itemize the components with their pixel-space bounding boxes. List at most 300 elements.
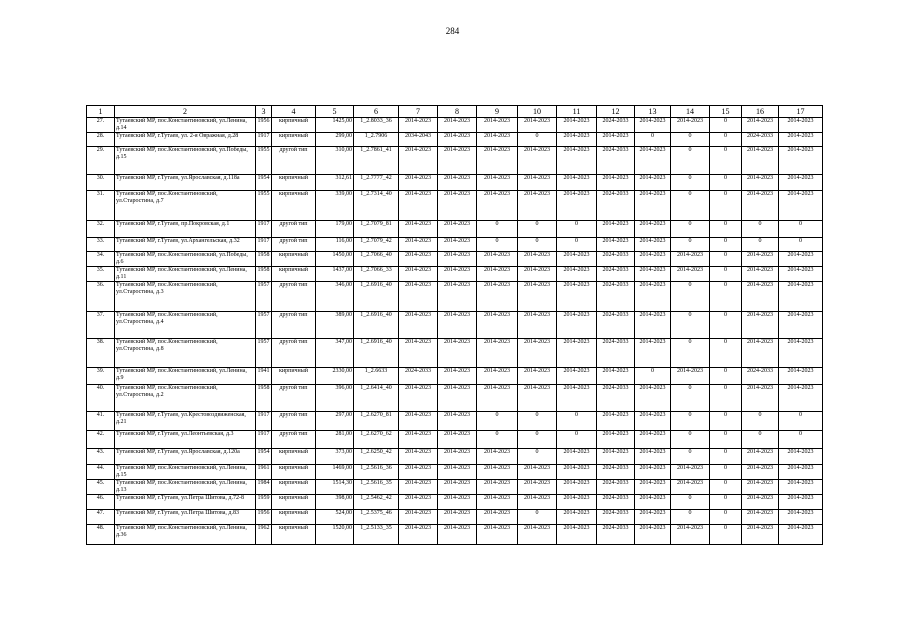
period-foundation-cell: 2014-2023 <box>477 252 518 267</box>
period-roof-cell: 2014-2023 <box>399 175 438 191</box>
period-gas-cell: 0 <box>671 191 710 221</box>
period-water-cell: 2014-2023 <box>557 449 597 465</box>
row-number-cell: 44. <box>87 465 115 480</box>
period-foundation-cell: 2014-2023 <box>477 175 518 191</box>
address-cell: Тутаевский МР, пос.Константиновский, ул.Старостина, д.3 <box>115 282 256 312</box>
period-basement-cell: 2014-2023 <box>742 175 779 191</box>
row-number-cell: 34. <box>87 252 115 267</box>
period-heating-cell: 0 <box>518 449 557 465</box>
wall-material-cell: кирпичный <box>272 449 316 465</box>
address-cell: Тутаевский МР, г.Тутаев, ул.Ярославская, д.118а <box>115 175 256 191</box>
row-number-cell: 29. <box>87 147 115 175</box>
table-row <box>87 339 823 368</box>
period-elevator-cell: 0 <box>710 191 742 221</box>
period-heating-cell: 2014-2023 <box>518 495 557 510</box>
period-elevator-cell: 0 <box>710 312 742 339</box>
table-row <box>87 495 823 510</box>
period-basement-cell: 2014-2023 <box>742 525 779 545</box>
period-heating-cell: 0 <box>518 133 557 147</box>
wall-material-cell: кирпичный <box>272 191 316 221</box>
house-code-cell: 1_2.6633 <box>354 368 399 385</box>
column-header: 10 <box>518 106 557 118</box>
period-other-cell: 2014-2023 <box>779 252 823 267</box>
period-foundation-cell: 2014-2023 <box>477 339 518 368</box>
period-foundation-cell: 2014-2023 <box>477 133 518 147</box>
wall-material-cell: кирпичный <box>272 267 316 282</box>
year-built-cell: 1955 <box>256 191 272 221</box>
period-basement-cell: 2014-2023 <box>742 312 779 339</box>
period-basement-cell: 2014-2023 <box>742 147 779 175</box>
period-gas-cell: 0 <box>671 339 710 368</box>
wall-material-cell: другой тип <box>272 238 316 252</box>
period-electric-cell: 2024-2033 <box>597 465 635 480</box>
row-number-cell: 41. <box>87 412 115 431</box>
period-other-cell: 0 <box>779 431 823 449</box>
house-code-cell: 1_2.5133_35 <box>354 525 399 545</box>
period-gas-cell: 0 <box>671 431 710 449</box>
address-cell: Тутаевский МР, г.Тутаев, ул. 2-я Овражная, д.28 <box>115 133 256 147</box>
area-cell: 312,61 <box>316 175 354 191</box>
area-cell: 1514,30 <box>316 480 354 495</box>
row-number-cell: 35. <box>87 267 115 282</box>
period-basement-cell: 2014-2023 <box>742 510 779 525</box>
table-row <box>87 312 823 339</box>
period-foundation-cell: 2014-2023 <box>477 480 518 495</box>
area-cell: 179,00 <box>316 221 354 238</box>
period-foundation-cell: 2014-2023 <box>477 147 518 175</box>
address-cell: Тутаевский МР, пос.Константиновский, ул.Ленина, д.15 <box>115 465 256 480</box>
period-electric-cell: 2014-2023 <box>597 368 635 385</box>
period-heating-cell: 2014-2023 <box>518 175 557 191</box>
column-header: 2 <box>115 106 256 118</box>
period-other-cell: 2014-2023 <box>779 465 823 480</box>
period-roof-cell: 2014-2023 <box>399 339 438 368</box>
period-gas-cell: 2014-2023 <box>671 465 710 480</box>
period-foundation-cell: 2014-2023 <box>477 449 518 465</box>
table-row <box>87 238 823 252</box>
period-sewer-cell: 2014-2023 <box>635 282 671 312</box>
period-electric-cell: 2024-2033 <box>597 480 635 495</box>
wall-material-cell: кирпичный <box>272 368 316 385</box>
period-basement-cell: 2014-2023 <box>742 267 779 282</box>
period-facade-cell: 2014-2023 <box>438 175 477 191</box>
wall-material-cell: другой тип <box>272 385 316 412</box>
column-header: 1 <box>87 106 115 118</box>
period-electric-cell: 2024-2033 <box>597 191 635 221</box>
address-cell: Тутаевский МР, г.Тутаев, ул.Петра Шитова, д.83 <box>115 510 256 525</box>
period-electric-cell: 2014-2023 <box>597 221 635 238</box>
period-elevator-cell: 0 <box>710 510 742 525</box>
period-water-cell: 2014-2023 <box>557 368 597 385</box>
period-roof-cell: 2024-2033 <box>399 368 438 385</box>
period-elevator-cell: 0 <box>710 431 742 449</box>
row-number-cell: 47. <box>87 510 115 525</box>
period-heating-cell: 2014-2023 <box>518 191 557 221</box>
period-facade-cell: 2014-2023 <box>438 412 477 431</box>
period-facade-cell: 2014-2023 <box>438 385 477 412</box>
period-water-cell: 2014-2023 <box>557 133 597 147</box>
area-cell: 1450,00 <box>316 252 354 267</box>
area-cell: 396,00 <box>316 385 354 412</box>
period-gas-cell: 0 <box>671 449 710 465</box>
address-cell: Тутаевский МР, пос.Константиновский, ул.Ленина, д.14 <box>115 118 256 133</box>
row-number-cell: 33. <box>87 238 115 252</box>
period-foundation-cell: 2014-2023 <box>477 465 518 480</box>
period-roof-cell: 2014-2023 <box>399 495 438 510</box>
row-number-cell: 28. <box>87 133 115 147</box>
period-sewer-cell: 2014-2023 <box>635 252 671 267</box>
period-heating-cell: 0 <box>518 238 557 252</box>
year-built-cell: 1962 <box>256 525 272 545</box>
period-roof-cell: 2014-2023 <box>399 191 438 221</box>
period-gas-cell: 0 <box>671 312 710 339</box>
period-foundation-cell: 0 <box>477 412 518 431</box>
table-row <box>87 431 823 449</box>
period-heating-cell: 2014-2023 <box>518 147 557 175</box>
period-roof-cell: 2014-2023 <box>399 282 438 312</box>
house-code-cell: 1_2.7906 <box>354 133 399 147</box>
period-facade-cell: 2014-2023 <box>438 282 477 312</box>
period-sewer-cell: 2014-2023 <box>635 191 671 221</box>
period-sewer-cell: 2014-2023 <box>635 510 671 525</box>
wall-material-cell: другой тип <box>272 312 316 339</box>
period-foundation-cell: 0 <box>477 431 518 449</box>
row-number-cell: 45. <box>87 480 115 495</box>
area-cell: 339,00 <box>316 191 354 221</box>
period-water-cell: 0 <box>557 221 597 238</box>
wall-material-cell: другой тип <box>272 412 316 431</box>
year-built-cell: 1941 <box>256 368 272 385</box>
table-row <box>87 525 823 545</box>
column-header: 13 <box>635 106 671 118</box>
table-row <box>87 368 823 385</box>
area-cell: 116,00 <box>316 238 354 252</box>
period-heating-cell: 0 <box>518 510 557 525</box>
period-basement-cell: 0 <box>742 221 779 238</box>
column-header: 5 <box>316 106 354 118</box>
period-roof-cell: 2014-2023 <box>399 312 438 339</box>
address-cell: Тутаевский МР, г.Тутаев, ул.Ярославская, д.120а <box>115 449 256 465</box>
period-other-cell: 2014-2023 <box>779 480 823 495</box>
period-electric-cell: 2024-2033 <box>597 252 635 267</box>
period-electric-cell: 2024-2033 <box>597 510 635 525</box>
period-heating-cell: 2014-2023 <box>518 465 557 480</box>
column-header: 15 <box>710 106 742 118</box>
period-gas-cell: 2014-2023 <box>671 267 710 282</box>
period-facade-cell: 2014-2023 <box>438 449 477 465</box>
period-basement-cell: 2014-2023 <box>742 465 779 480</box>
period-other-cell: 2014-2023 <box>779 133 823 147</box>
row-number-cell: 43. <box>87 449 115 465</box>
house-code-cell: 1_2.5616_35 <box>354 480 399 495</box>
period-elevator-cell: 0 <box>710 449 742 465</box>
period-facade-cell: 2014-2023 <box>438 191 477 221</box>
house-code-cell: 1_2.6270_62 <box>354 431 399 449</box>
year-built-cell: 1956 <box>256 118 272 133</box>
column-header: 17 <box>779 106 823 118</box>
period-elevator-cell: 0 <box>710 412 742 431</box>
period-gas-cell: 0 <box>671 412 710 431</box>
period-foundation-cell: 2014-2023 <box>477 385 518 412</box>
address-cell: Тутаевский МР, пос.Константиновский, ул.Старостина, д.8 <box>115 339 256 368</box>
period-elevator-cell: 0 <box>710 133 742 147</box>
period-heating-cell: 2014-2023 <box>518 282 557 312</box>
area-cell: 1520,00 <box>316 525 354 545</box>
period-sewer-cell: 2014-2023 <box>635 118 671 133</box>
period-roof-cell: 2014-2023 <box>399 147 438 175</box>
period-roof-cell: 2014-2023 <box>399 480 438 495</box>
address-cell: Тутаевский МР, г.Тутаев, пр.Покровская, д.1 <box>115 221 256 238</box>
period-water-cell: 2014-2023 <box>557 252 597 267</box>
address-cell: Тутаевский МР, г.Тутаев, ул.Леонтьевская, д.3 <box>115 431 256 449</box>
column-header: 14 <box>671 106 710 118</box>
table-row <box>87 449 823 465</box>
year-built-cell: 1956 <box>256 510 272 525</box>
period-basement-cell: 2014-2023 <box>742 191 779 221</box>
house-code-cell: 1_2.7066_40 <box>354 252 399 267</box>
period-water-cell: 2014-2023 <box>557 118 597 133</box>
period-elevator-cell: 0 <box>710 480 742 495</box>
period-elevator-cell: 0 <box>710 221 742 238</box>
year-built-cell: 1954 <box>256 449 272 465</box>
house-code-cell: 1_2.6270_81 <box>354 412 399 431</box>
period-heating-cell: 2014-2023 <box>518 312 557 339</box>
period-gas-cell: 2014-2023 <box>671 368 710 385</box>
area-cell: 1437,00 <box>316 267 354 282</box>
period-basement-cell: 2024-2033 <box>742 368 779 385</box>
period-other-cell: 0 <box>779 221 823 238</box>
housing-register-table <box>86 105 823 545</box>
period-basement-cell: 2024-2033 <box>742 133 779 147</box>
wall-material-cell: кирпичный <box>272 118 316 133</box>
period-sewer-cell: 0 <box>635 133 671 147</box>
period-gas-cell: 0 <box>671 175 710 191</box>
period-sewer-cell: 2014-2023 <box>635 339 671 368</box>
period-electric-cell: 2024-2033 <box>597 495 635 510</box>
period-electric-cell: 2024-2033 <box>597 282 635 312</box>
period-facade-cell: 2014-2023 <box>438 368 477 385</box>
period-other-cell: 2014-2023 <box>779 312 823 339</box>
period-roof-cell: 2014-2023 <box>399 118 438 133</box>
period-roof-cell: 2014-2023 <box>399 449 438 465</box>
wall-material-cell: кирпичный <box>272 480 316 495</box>
row-number-cell: 32. <box>87 221 115 238</box>
table-row <box>87 133 823 147</box>
period-basement-cell: 0 <box>742 238 779 252</box>
period-sewer-cell: 2014-2023 <box>635 525 671 545</box>
period-elevator-cell: 0 <box>710 147 742 175</box>
year-built-cell: 1917 <box>256 221 272 238</box>
period-water-cell: 2014-2023 <box>557 480 597 495</box>
wall-material-cell: другой тип <box>272 147 316 175</box>
period-other-cell: 2014-2023 <box>779 385 823 412</box>
period-water-cell: 2014-2023 <box>557 282 597 312</box>
period-facade-cell: 2014-2023 <box>438 480 477 495</box>
period-basement-cell: 2014-2023 <box>742 252 779 267</box>
year-built-cell: 1917 <box>256 431 272 449</box>
period-roof-cell: 2014-2023 <box>399 385 438 412</box>
year-built-cell: 1959 <box>256 495 272 510</box>
period-water-cell: 2014-2023 <box>557 191 597 221</box>
wall-material-cell: кирпичный <box>272 465 316 480</box>
period-heating-cell: 0 <box>518 412 557 431</box>
period-basement-cell: 2014-2023 <box>742 118 779 133</box>
period-basement-cell: 0 <box>742 412 779 431</box>
table-header-row <box>87 106 823 118</box>
period-water-cell: 2014-2023 <box>557 465 597 480</box>
period-foundation-cell: 2014-2023 <box>477 510 518 525</box>
period-sewer-cell: 2014-2023 <box>635 480 671 495</box>
period-roof-cell: 2014-2023 <box>399 412 438 431</box>
period-elevator-cell: 0 <box>710 238 742 252</box>
period-facade-cell: 2014-2023 <box>438 312 477 339</box>
period-water-cell: 2014-2023 <box>557 175 597 191</box>
period-electric-cell: 2024-2033 <box>597 267 635 282</box>
period-basement-cell: 2014-2023 <box>742 282 779 312</box>
period-other-cell: 2014-2023 <box>779 368 823 385</box>
row-number-cell: 36. <box>87 282 115 312</box>
period-basement-cell: 2014-2023 <box>742 449 779 465</box>
period-other-cell: 2014-2023 <box>779 282 823 312</box>
period-foundation-cell: 2014-2023 <box>477 368 518 385</box>
period-roof-cell: 2014-2023 <box>399 221 438 238</box>
period-facade-cell: 2014-2023 <box>438 431 477 449</box>
period-gas-cell: 0 <box>671 238 710 252</box>
house-code-cell: 1_2.7777_42 <box>354 175 399 191</box>
row-number-cell: 38. <box>87 339 115 368</box>
period-electric-cell: 2014-2023 <box>597 175 635 191</box>
year-built-cell: 1958 <box>256 252 272 267</box>
period-gas-cell: 2014-2023 <box>671 118 710 133</box>
period-facade-cell: 2014-2023 <box>438 465 477 480</box>
house-code-cell: 1_2.8033_36 <box>354 118 399 133</box>
period-elevator-cell: 0 <box>710 525 742 545</box>
period-foundation-cell: 2014-2023 <box>477 312 518 339</box>
period-electric-cell: 2024-2033 <box>597 118 635 133</box>
table-row <box>87 175 823 191</box>
address-cell: Тутаевский МР, пос.Константиновский, ул.Победы, д.6 <box>115 252 256 267</box>
period-sewer-cell: 2014-2023 <box>635 147 671 175</box>
period-water-cell: 0 <box>557 238 597 252</box>
wall-material-cell: другой тип <box>272 282 316 312</box>
table-row <box>87 118 823 133</box>
area-cell: 281,00 <box>316 431 354 449</box>
period-foundation-cell: 2014-2023 <box>477 191 518 221</box>
period-sewer-cell: 0 <box>635 368 671 385</box>
period-sewer-cell: 2014-2023 <box>635 312 671 339</box>
period-basement-cell: 2014-2023 <box>742 480 779 495</box>
period-gas-cell: 2014-2023 <box>671 525 710 545</box>
row-number-cell: 39. <box>87 368 115 385</box>
period-roof-cell: 2034-2043 <box>399 133 438 147</box>
period-water-cell: 2014-2023 <box>557 385 597 412</box>
period-elevator-cell: 0 <box>710 465 742 480</box>
period-basement-cell: 2014-2023 <box>742 339 779 368</box>
house-code-cell: 1_2.6916_40 <box>354 339 399 368</box>
table-row <box>87 221 823 238</box>
year-built-cell: 1961 <box>256 465 272 480</box>
year-built-cell: 1984 <box>256 480 272 495</box>
period-facade-cell: 2014-2023 <box>438 118 477 133</box>
row-number-cell: 31. <box>87 191 115 221</box>
period-roof-cell: 2014-2023 <box>399 465 438 480</box>
period-electric-cell: 2024-2033 <box>597 147 635 175</box>
period-facade-cell: 2014-2023 <box>438 495 477 510</box>
area-cell: 1425,00 <box>316 118 354 133</box>
address-cell: Тутаевский МР, пос.Константиновский, ул.Ленина, д.9 <box>115 368 256 385</box>
column-header: 8 <box>438 106 477 118</box>
period-heating-cell: 0 <box>518 431 557 449</box>
column-header: 6 <box>354 106 399 118</box>
period-other-cell: 2014-2023 <box>779 495 823 510</box>
address-cell: Тутаевский МР, пос.Константиновский, ул.Старостина, д.7 <box>115 191 256 221</box>
house-code-cell: 1_2.5616_36 <box>354 465 399 480</box>
period-water-cell: 2014-2023 <box>557 339 597 368</box>
area-cell: 524,00 <box>316 510 354 525</box>
period-gas-cell: 0 <box>671 147 710 175</box>
wall-material-cell: другой тип <box>272 431 316 449</box>
house-code-cell: 1_2.6250_42 <box>354 449 399 465</box>
table-row <box>87 282 823 312</box>
period-electric-cell: 2014-2023 <box>597 431 635 449</box>
table-row <box>87 480 823 495</box>
period-basement-cell: 0 <box>742 431 779 449</box>
address-cell: Тутаевский МР, пос.Константиновский, ул.Ленина, д.13 <box>115 480 256 495</box>
period-facade-cell: 2014-2023 <box>438 221 477 238</box>
row-number-cell: 30. <box>87 175 115 191</box>
address-cell: Тутаевский МР, пос.Константиновский, ул.Победы, д.15 <box>115 147 256 175</box>
wall-material-cell: кирпичный <box>272 252 316 267</box>
year-built-cell: 1954 <box>256 175 272 191</box>
area-cell: 373,00 <box>316 449 354 465</box>
period-water-cell: 0 <box>557 412 597 431</box>
wall-material-cell: кирпичный <box>272 495 316 510</box>
address-cell: Тутаевский МР, г.Тутаев, ул.Крестовоздвиженская, д.21 <box>115 412 256 431</box>
period-heating-cell: 2014-2023 <box>518 525 557 545</box>
period-heating-cell: 2014-2023 <box>518 480 557 495</box>
year-built-cell: 1957 <box>256 339 272 368</box>
column-header: 12 <box>597 106 635 118</box>
period-sewer-cell: 2014-2023 <box>635 449 671 465</box>
period-gas-cell: 0 <box>671 495 710 510</box>
period-facade-cell: 2014-2023 <box>438 525 477 545</box>
address-cell: Тутаевский МР, пос.Константиновский, ул.Ленина, д.11 <box>115 267 256 282</box>
area-cell: 2330,00 <box>316 368 354 385</box>
table-row <box>87 412 823 431</box>
area-cell: 398,00 <box>316 495 354 510</box>
period-water-cell: 2014-2023 <box>557 495 597 510</box>
period-other-cell: 2014-2023 <box>779 147 823 175</box>
column-header: 9 <box>477 106 518 118</box>
period-elevator-cell: 0 <box>710 118 742 133</box>
year-built-cell: 1917 <box>256 238 272 252</box>
house-code-cell: 1_2.6916_40 <box>354 312 399 339</box>
period-heating-cell: 2014-2023 <box>518 339 557 368</box>
period-basement-cell: 2014-2023 <box>742 495 779 510</box>
period-sewer-cell: 2014-2023 <box>635 465 671 480</box>
period-gas-cell: 0 <box>671 385 710 412</box>
address-cell: Тутаевский МР, г.Тутаев, ул.Петра Шитова, д.72-8 <box>115 495 256 510</box>
house-code-cell: 1_2.6414_40 <box>354 385 399 412</box>
row-number-cell: 46. <box>87 495 115 510</box>
page-number: 284 <box>445 26 460 36</box>
row-number-cell: 40. <box>87 385 115 412</box>
period-facade-cell: 2014-2023 <box>438 510 477 525</box>
wall-material-cell: другой тип <box>272 221 316 238</box>
area-cell: 389,00 <box>316 312 354 339</box>
period-heating-cell: 2014-2023 <box>518 252 557 267</box>
house-code-cell: 1_2.7314_40 <box>354 191 399 221</box>
